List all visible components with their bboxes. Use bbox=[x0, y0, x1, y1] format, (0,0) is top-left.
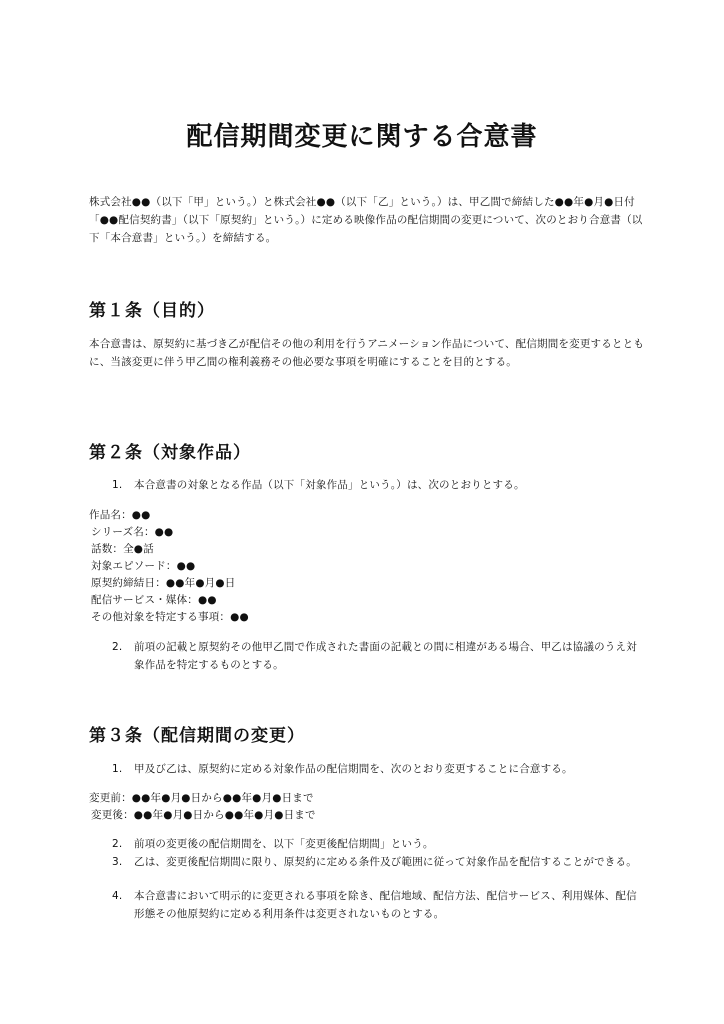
article3-item4 bbox=[112, 887, 637, 923]
preamble-paragraph: 株式会社●●（以下「甲」という。）と株式会社●●（以下「乙」という。）は、甲乙間で締結した●●年●月●日付「●●配信契約書」（以下「原契約」という。）に定める映像作品の配信期間の変更について、次のとおり合意書（以下「本合意書」という。）を締結する。 bbox=[89, 196, 643, 244]
detail-series: シリーズ名：●● bbox=[91, 526, 174, 538]
item-text: 本合意書において明示的に変更される事項を除き、配信地域、配信方法、配信サービス、利用媒体、配信形態その他原契約に定める利用条件は変更されないものとする。 bbox=[134, 890, 637, 920]
detail-other: その他対象を特定する事項：●● bbox=[91, 611, 249, 623]
article2-item2 bbox=[112, 638, 637, 674]
article1-heading: 第１条（目的） bbox=[89, 301, 215, 321]
item-text: 前項の記載と原契約その他甲乙間で作成された書面の記載との間に相違がある場合、甲乙は協議のうえ対象作品を特定するものとする。 bbox=[134, 641, 637, 671]
article3-item2 bbox=[112, 835, 637, 853]
article2-item1 bbox=[112, 476, 637, 494]
detail-service-media: 配信サービス・媒体：●● bbox=[91, 594, 217, 606]
detail-target-episode: 対象エピソード：●● bbox=[91, 560, 196, 572]
article3-heading: 第３条（配信期間の変更） bbox=[89, 726, 305, 746]
article3-item1 bbox=[112, 760, 637, 778]
item-number: 1. bbox=[112, 763, 123, 775]
document-title: 配信期間変更に関する合意書 bbox=[186, 122, 538, 152]
item-text: 前項の変更後の配信期間を、以下「変更後配信期間」という。 bbox=[134, 838, 434, 850]
item-text: 乙は、変更後配信期間に限り、原契約に定める条件及び範囲に従って対象作品を配信することができる。 bbox=[134, 856, 637, 868]
period-before: 変更前：●●年●月●日から●●年●月●日まで bbox=[89, 792, 314, 804]
detail-title: 作品名：●● bbox=[89, 509, 151, 521]
item-number: 2. bbox=[112, 838, 123, 850]
period-after: 変更後：●●年●月●日から●●年●月●日まで bbox=[91, 809, 316, 821]
article3-item3 bbox=[112, 853, 637, 871]
article2-heading: 第２条（対象作品） bbox=[89, 443, 251, 463]
item-number: 1. bbox=[112, 479, 123, 491]
item-number: 3. bbox=[112, 856, 123, 868]
article1-body: 本合意書は、原契約に基づき乙が配信その他の利用を行うアニメーション作品について、配信期間を変更するとともに、当該変更に伴う甲乙間の権利義務その他必要な事項を明確にすることを目的とする。 bbox=[89, 338, 645, 368]
detail-contract-date: 原契約締結日：●●年●月●日 bbox=[91, 577, 236, 589]
item-text: 本合意書の対象となる作品（以下「対象作品」という。）は、次のとおりとする。 bbox=[134, 479, 525, 491]
item-number: 4. bbox=[112, 890, 123, 902]
item-number: 2. bbox=[112, 641, 123, 653]
detail-episodes: 話数：全●話 bbox=[91, 543, 154, 555]
item-text: 甲及び乙は、原契約に定める対象作品の配信期間を、次のとおり変更することに合意する。 bbox=[134, 763, 573, 775]
